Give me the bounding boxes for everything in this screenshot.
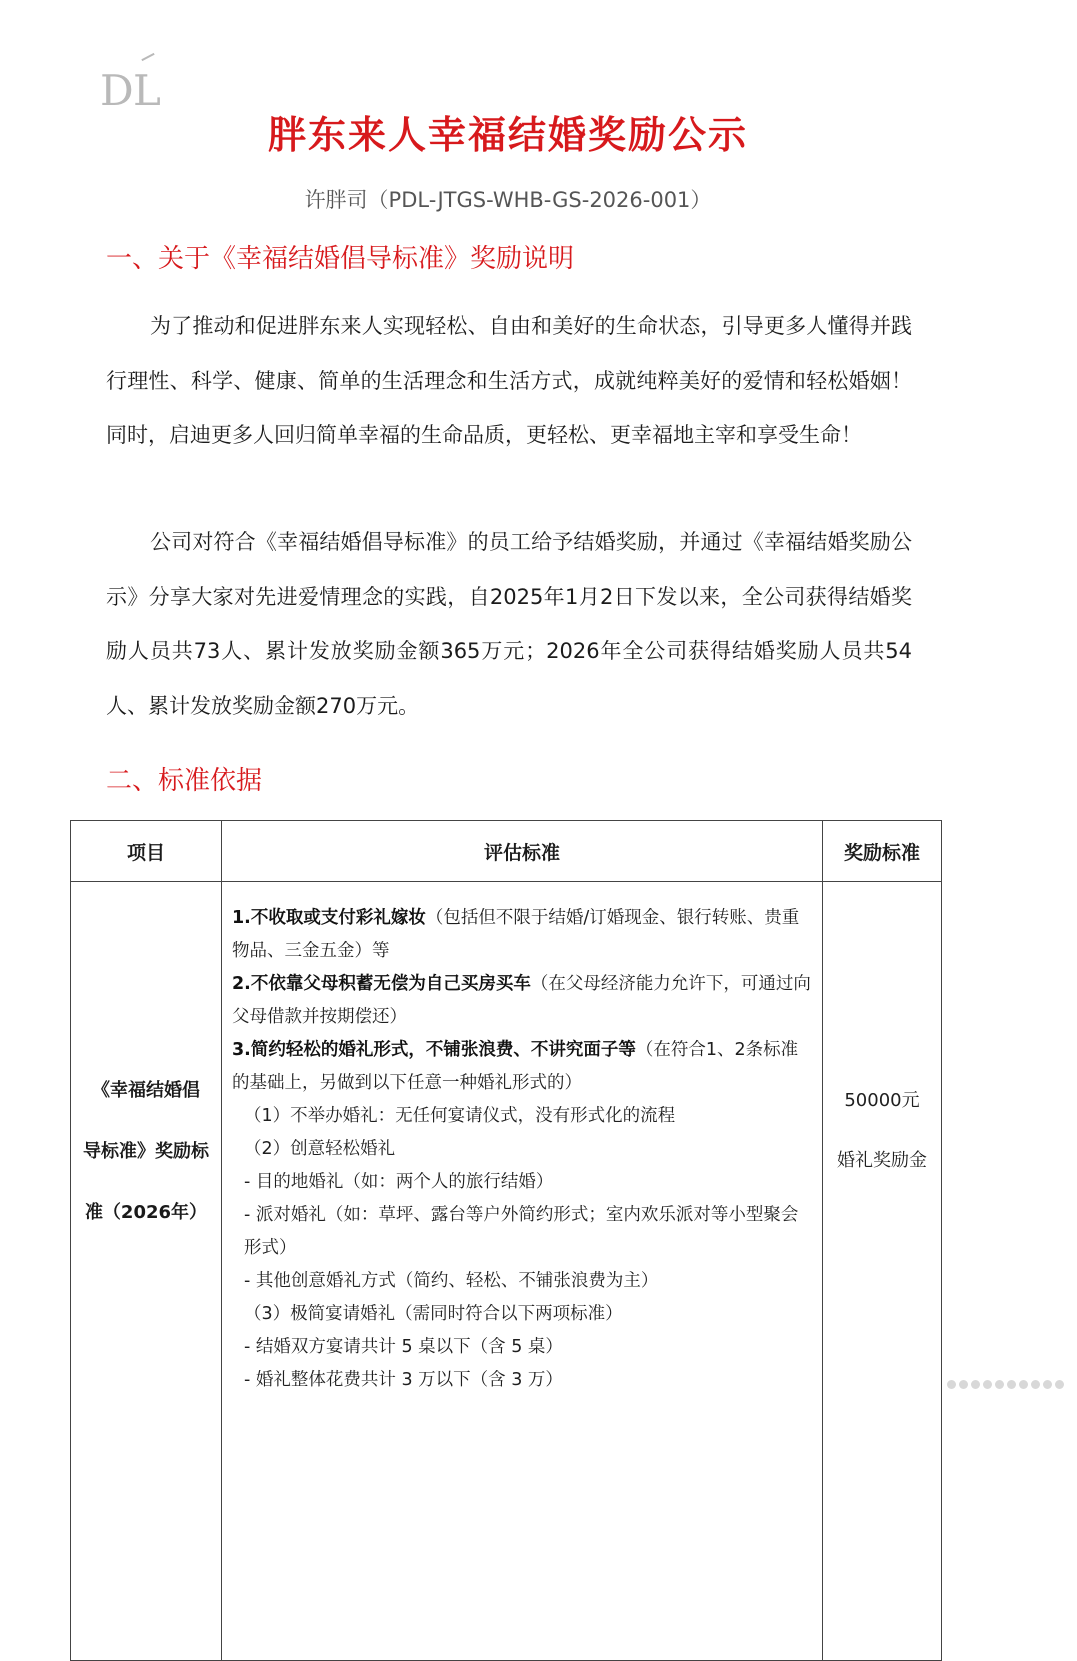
- document-number: 许胖司（PDL-JTGS-WHB-GS-2026-001）: [304, 188, 712, 212]
- table-header-row: [71, 821, 942, 882]
- item-line: 《幸福结婚倡: [92, 1080, 200, 1101]
- reward-amount: 50000元: [844, 1090, 920, 1111]
- criteria-cell: [222, 882, 823, 1661]
- header-reward: 奖励标准: [823, 821, 942, 882]
- document-title: 胖东来人幸福结婚奖励公示: [267, 113, 748, 157]
- logo-letter-d: D: [100, 66, 132, 115]
- criterion-1-bold: 1.不收取或支付彩礼嫁妆: [232, 908, 426, 928]
- section1-paragraph-1: 为了推动和促进胖东来人实现轻松、自由和美好的生命状态，引导更多人懂得并践行理性、科学、健康、简单的生活理念和生活方式，成就纯粹美好的爱情和轻松婚姻！同时，启迪更多人回归简单幸福的生命品质，更轻松、更幸福地主宰和享受生命！: [106, 314, 912, 447]
- criterion-1-detail: （包括但不限于结婚/订婚现金、银行转账、贵重物品、三金五金）等: [232, 908, 800, 961]
- criteria-line: - 目的地婚礼（如：两个人的旅行结婚）: [244, 1172, 554, 1192]
- criteria-line: （3）极简宴请婚礼（需同时符合以下两项标准）: [244, 1304, 623, 1324]
- criteria-line: （1）不举办婚礼：无任何宴请仪式，没有形式化的流程: [244, 1106, 676, 1126]
- criteria-line: （2）创意轻松婚礼: [244, 1139, 396, 1159]
- logo-accent: [141, 53, 154, 61]
- criterion-3-detail: （在符合1、2条标准的基础上，另做到以下任意一种婚礼形式的）: [232, 1040, 799, 1093]
- logo-letter-l: L: [133, 66, 161, 115]
- section2-heading: 二、标准依据: [106, 766, 263, 796]
- item-line: 准（2026年）: [84, 1202, 208, 1223]
- header-item: 项目: [71, 821, 222, 882]
- criterion-2: [232, 968, 812, 1034]
- section1-heading: 一、关于《幸福结婚倡导标准》奖励说明: [106, 244, 575, 274]
- criteria-line: - 其他创意婚礼方式（简约、轻松、不铺张浪费为主）: [244, 1271, 659, 1291]
- table-row: [71, 882, 942, 1661]
- criterion-1: [232, 902, 812, 968]
- criterion-3: [232, 1034, 812, 1100]
- criterion-3-bold: 3.简约轻松的婚礼形式，不铺张浪费、不讲究面子等: [232, 1040, 636, 1060]
- criteria-line: - 派对婚礼（如：草坪、露台等户外简约形式；室内欢乐派对等小型聚会形式）: [244, 1205, 799, 1258]
- reward-label: 婚礼奖励金: [837, 1150, 927, 1171]
- criteria-line: - 结婚双方宴请共计 5 桌以下（含 5 桌）: [244, 1337, 563, 1357]
- header-criteria: 评估标准: [222, 821, 823, 882]
- watermark-dots: [947, 1377, 1067, 1391]
- item-line: 导标准》奖励标: [83, 1141, 209, 1162]
- item-cell: [71, 882, 222, 1661]
- reward-cell: [823, 882, 942, 1661]
- criterion-2-detail: （在父母经济能力允许下，可通过向父母借款并按期偿还）: [232, 974, 811, 1027]
- standards-table: [70, 820, 942, 1661]
- criteria-line: - 婚礼整体花费共计 3 万以下（含 3 万）: [244, 1370, 563, 1390]
- section1-paragraph-2: 公司对符合《幸福结婚倡导标准》的员工给予结婚奖励，并通过《幸福结婚奖励公示》分享大家对先进爱情理念的实践，自2025年1月2日下发以来，全公司获得结婚奖励人员共73人、累计发放奖励金额365万元；2026年全公司获得结婚奖励人员共54人、累计发放奖励金额270万元。: [106, 530, 912, 718]
- criterion-2-bold: 2.不依靠父母积蓄无偿为自己买房买车: [232, 974, 531, 994]
